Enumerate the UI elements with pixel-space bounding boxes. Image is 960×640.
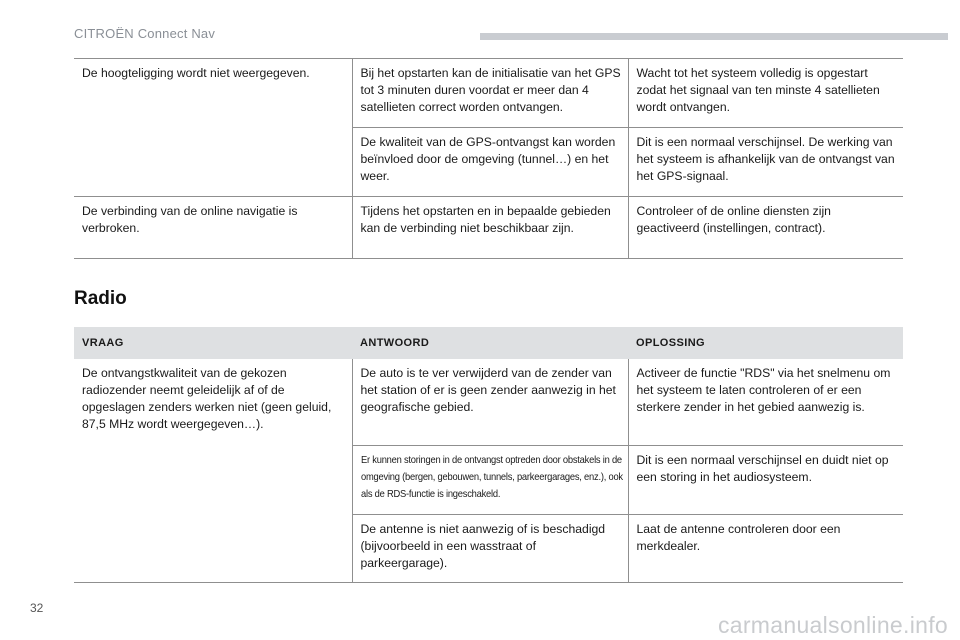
answer-cell: De antenne is niet aanwezig of is beschadigd (bijvoorbeeld in een wasstraat of parkeergarage). <box>352 515 628 583</box>
answer-text-condensed: Er kunnen storingen in de ontvangst optreden door obstakels in de omgeving (bergen, gebouwen, tunnels, parkeergarages, enz.), ook als de RDS-functie is ingeschakeld. <box>360 455 623 500</box>
question-cell: De verbinding van de online navigatie is verbroken. <box>74 197 352 259</box>
answer-cell: De kwaliteit van de GPS-ontvangst kan worden beïnvloed door de omgeving (tunnel…) en het weer. <box>352 128 628 197</box>
column-header-question: VRAAG <box>74 327 352 359</box>
solution-cell: Controleer of de online diensten zijn geactiveerd (instellingen, contract). <box>628 197 903 259</box>
solution-cell: Laat de antenne controleren door een merkdealer. <box>628 515 903 583</box>
answer-cell <box>352 446 628 515</box>
column-header-solution: OPLOSSING <box>628 327 903 359</box>
answer-cell: Tijdens het opstarten en in bepaalde gebieden kan de verbinding niet beschikbaar zijn. <box>352 197 628 259</box>
solution-cell: Dit is een normaal verschijnsel. De werking van het systeem is afhankelijk van de ontvangst van het GPS-signaal. <box>628 128 903 197</box>
section-title-radio: Radio <box>74 288 127 309</box>
table-row <box>74 359 903 446</box>
table-row <box>74 197 903 259</box>
question-cell: De hoogteligging wordt niet weergegeven. <box>74 59 352 197</box>
question-cell: De ontvangstkwaliteit van de gekozen radiozender neemt geleidelijk af of de opgeslagen zenders werken niet (geen geluid, 87,5 MHz wordt weergegeven…). <box>74 359 352 583</box>
page-number: 32 <box>30 601 44 615</box>
answer-cell: De auto is te ver verwijderd van de zender van het station of er is geen zender aanwezig in het geografische gebied. <box>352 359 628 446</box>
table-header-row <box>74 327 903 359</box>
solution-cell: Activeer de functie "RDS" via het snelmenu om het systeem te laten controleren of er een sterkere zender in het gebied aanwezig is. <box>636 366 891 414</box>
manual-title: CITROËN Connect Nav <box>74 26 216 41</box>
solution-cell: Dit is een normaal verschijnsel en duidt niet op een storing in het audiosysteem. <box>628 446 903 515</box>
table-row <box>74 59 903 128</box>
header-bar <box>480 33 948 40</box>
column-header-answer: ANTWOORD <box>352 327 628 359</box>
troubleshooting-table-radio <box>74 327 903 583</box>
answer-cell: Bij het opstarten kan de initialisatie van het GPS tot 3 minuten duren voordat er meer dan 4 satellieten correct worden ontvangen. <box>352 59 628 128</box>
solution-cell: Wacht tot het systeem volledig is opgestart zodat het signaal van ten minste 4 satellieten wordt ontvangen. <box>636 66 880 114</box>
troubleshooting-table-navigation <box>74 58 903 259</box>
watermark: carmanualsonline.info <box>717 612 948 638</box>
